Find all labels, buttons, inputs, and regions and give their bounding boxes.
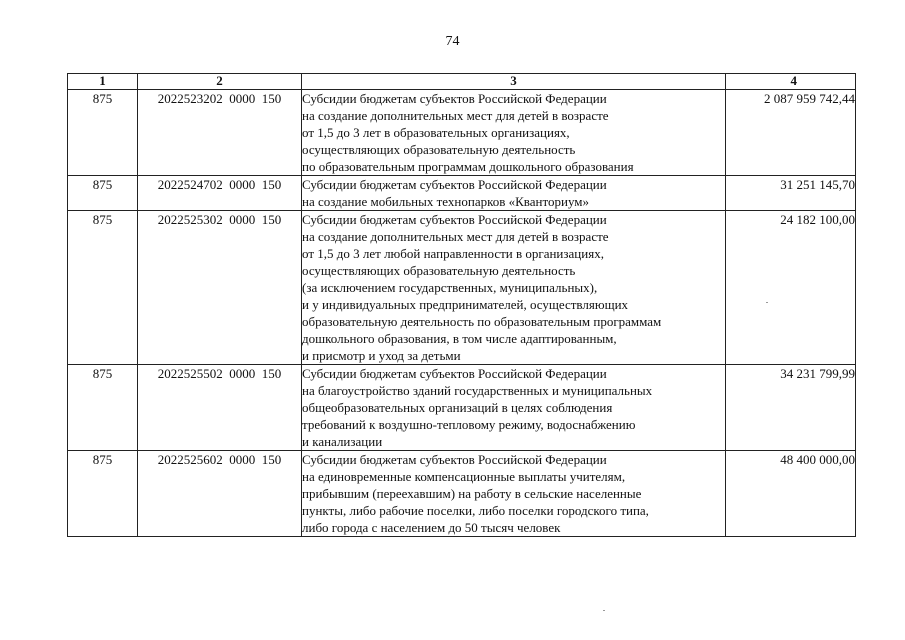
description-line: либо города с населением до 50 тысяч человек (302, 520, 561, 535)
description-line: и присмотр и уход за детьми (302, 348, 461, 363)
description-line: на создание мобильных технопарков «Кванториум» (302, 194, 590, 209)
row-description-cell (302, 211, 726, 365)
row-amount-cell: 31 251 145,70 (726, 176, 856, 211)
description-line: требований к воздушно-тепловому режиму, водоснабжению (302, 417, 636, 432)
description-line: на единовременные компенсационные выплаты учителям, (302, 469, 626, 484)
description-line: на создание дополнительных мест для детей в возрасте (302, 229, 609, 244)
row-amount-cell: 48 400 000,00 (726, 451, 856, 537)
description-line: на создание дополнительных мест для детей в возрасте (302, 108, 609, 123)
row-description-cell (302, 176, 726, 211)
header-col-4: 4 (726, 74, 856, 90)
description-line: образовательную деятельность по образовательным программам (302, 314, 662, 329)
description-line: (за исключением государственных, муниципальных), (302, 280, 598, 295)
table-row (68, 176, 856, 211)
row-kbk-cell: 2022523202 0000 150 (138, 90, 302, 176)
table-row (68, 211, 856, 365)
row-description-cell (302, 451, 726, 537)
row-code-cell: 875 (68, 90, 138, 176)
description-line: и у индивидуальных предпринимателей, осуществляющих (302, 297, 629, 312)
description-line: по образовательным программам дошкольного образования (302, 159, 634, 174)
description-line: дошкольного образования, в том числе адаптированным, (302, 331, 617, 346)
description-line: Субсидии бюджетам субъектов Российской Федерации (302, 366, 607, 381)
row-kbk-cell: 2022525502 0000 150 (138, 365, 302, 451)
budget-table (67, 73, 856, 537)
page-number: 74 (445, 34, 460, 49)
description-line: Субсидии бюджетам субъектов Российской Федерации (302, 452, 607, 467)
header-col-2: 2 (138, 74, 302, 90)
scan-speck (766, 302, 768, 303)
row-amount-cell: 34 231 799,99 (726, 365, 856, 451)
description-line: осуществляющих образовательную деятельность (302, 263, 576, 278)
row-amount-cell: 2 087 959 742,44 (726, 90, 856, 176)
table-row (68, 451, 856, 537)
description-line: пункты, либо рабочие поселки, либо поселки городского типа, (302, 503, 649, 518)
description-line: Субсидии бюджетам субъектов Российской Федерации (302, 212, 607, 227)
row-kbk-cell: 2022525302 0000 150 (138, 211, 302, 365)
description-line: и канализации (302, 434, 383, 449)
scan-speck (603, 610, 605, 611)
table-row (68, 90, 856, 176)
description-line: прибывшим (переехавшим) на работу в сельские населенные (302, 486, 642, 501)
row-kbk-cell: 2022525602 0000 150 (138, 451, 302, 537)
description-line: Субсидии бюджетам субъектов Российской Федерации (302, 177, 607, 192)
description-line: осуществляющих образовательную деятельность (302, 142, 576, 157)
description-line: Субсидии бюджетам субъектов Российской Федерации (302, 91, 607, 106)
description-line: общеобразовательных организаций в целях соблюдения (302, 400, 613, 415)
header-col-3: 3 (302, 74, 726, 90)
row-description-cell (302, 90, 726, 176)
row-code-cell: 875 (68, 451, 138, 537)
row-code-cell: 875 (68, 211, 138, 365)
row-description-cell (302, 365, 726, 451)
table-body (68, 90, 856, 537)
description-line: от 1,5 до 3 лет в образовательных организациях, (302, 125, 570, 140)
row-kbk-cell: 2022524702 0000 150 (138, 176, 302, 211)
row-code-cell: 875 (68, 365, 138, 451)
table-row (68, 365, 856, 451)
description-line: на благоустройство зданий государственных и муниципальных (302, 383, 653, 398)
row-code-cell: 875 (68, 176, 138, 211)
row-amount-cell: 24 182 100,00 (726, 211, 856, 365)
description-line: от 1,5 до 3 лет любой направленности в организациях, (302, 246, 604, 261)
table-header-row (68, 74, 856, 90)
header-col-1: 1 (68, 74, 138, 90)
